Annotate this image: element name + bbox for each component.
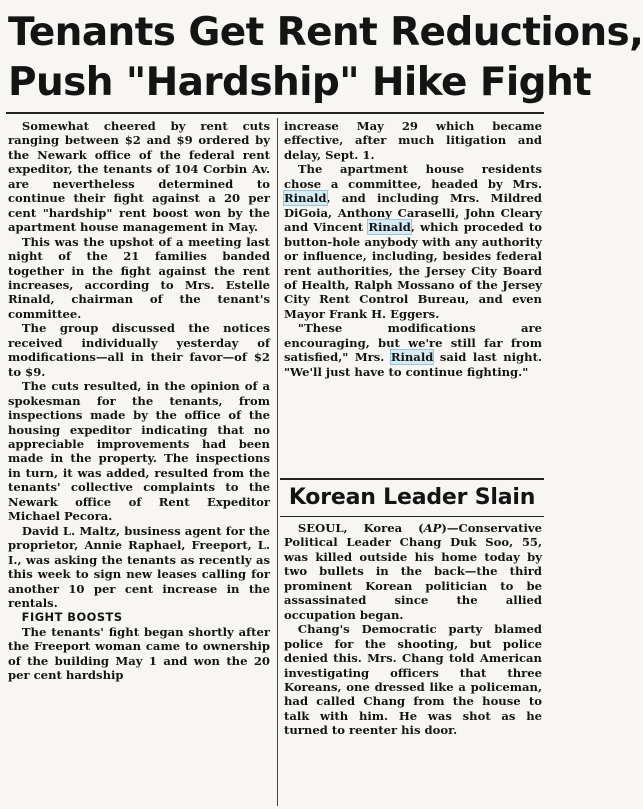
text-run: said last night. "We'll just have to continue fighting." [284, 350, 542, 379]
article-right-column [284, 119, 542, 379]
paragraph [284, 162, 542, 321]
paragraph [284, 321, 542, 379]
highlighted-name: Rinald [284, 191, 327, 206]
section-rule [280, 478, 544, 480]
highlighted-name: Rinald [368, 220, 411, 235]
paragraph: David L. Maltz, business agent for the proprietor, Annie Raphael, Freeport, L. I., was asking the tenants as recently as this week to sign new leases calling for another 10 per cent increase in the rentals. [8, 523, 270, 610]
text-run: )—Conservative Political Leader Chang Duk Soo, 55, was killed outside his home today by two bullets in the back—the third prominent Korean politician to be assassinated since the allied occupation began. [284, 521, 542, 622]
korea-article [284, 521, 542, 738]
paragraph: The cuts resulted, in the opinion of a spokesman for the tenants, from inspections made by the office of the housing expeditor indicating that no appreciable improvements had been made in the property. The inspections in turn, it was added, resulted from the tenants' collective complaints to the Newark office of Rent Expeditor Michael Pecora. [8, 379, 270, 524]
text-run: "These modifications are encouraging, but we're still far from satisfied," Mrs. [284, 321, 542, 365]
paragraph: This was the upshot of a meeting last night of the 21 families banded together in the fight against the rent increases, according to Mrs. Estelle Rinald, chairman of the tenant's committee. [8, 234, 270, 321]
text-run: , and including Mrs. Mildred DiGoia, Anthony Caraselli, John Cleary and Vincent [284, 191, 542, 235]
subhead: FIGHT BOOSTS [21, 610, 123, 625]
wire-service: AP [423, 521, 442, 535]
headline-line-1: Tenants Get Rent Reductions, [8, 10, 643, 55]
dateline: SEOUL, Korea ( [297, 521, 424, 535]
headline-rule [6, 112, 544, 114]
paragraph [284, 521, 542, 622]
highlighted-name: Rinald [390, 350, 434, 365]
column-rule [277, 118, 278, 806]
paragraph: increase May 29 which became effective, after much litigation and delay, Sept. 1. [284, 119, 542, 162]
paragraph: Chang's Democratic party blamed police for the shooting, but police denied this. Mrs. Chang told American investigating officers that three Koreans, one dressed like a policeman, had called Chang from the house to talk with him. He was shot as he turned to reenter his door. [284, 622, 542, 738]
section-rule [280, 516, 544, 517]
korea-headline: Korean Leader Slain [288, 485, 536, 510]
paragraph: The tenants' fight began shortly after the Freeport woman came to ownership of the building May 1 and won the 20 per cent hardship [8, 624, 270, 683]
paragraph: Somewhat cheered by rent cuts ranging between $2 and $9 ordered by the Newark office of the federal rent expeditor, the tenants of 104 Corbin Av. are nevertheless determined to continue their fight against a 20 per cent "hardship" rent boost won by the apartment house management in May. [8, 119, 270, 235]
headline-line-2: Push "Hardship" Hike Fight [8, 60, 592, 105]
text-run: The apartment house residents chose a committee, headed by Mrs. [284, 162, 542, 191]
text-run: , which proceded to button-hole anybody with any authority or influence, including, besides federal rent authorities, the Jersey City Board of Health, Ralph Mossano of the Jersey City Rent Control Bureau, and even Mayor Frank H. Eggers. [284, 220, 542, 321]
article-left-column [8, 119, 270, 683]
paragraph: The group discussed the notices received individually yesterday of modifications—all in their favor—of $2 to $9. [8, 321, 270, 379]
